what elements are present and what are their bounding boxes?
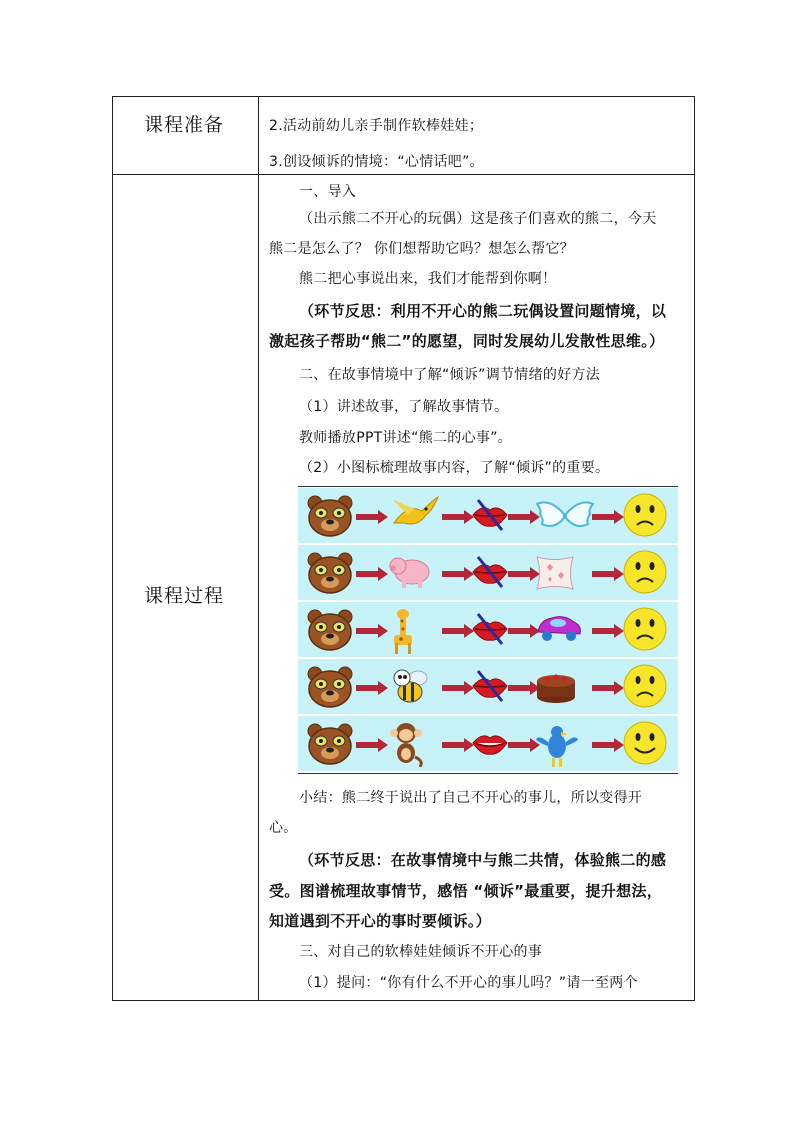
intro-text-1b: 熊二是怎么了？ 你们想帮助它吗？想怎么帮它？ (269, 241, 575, 257)
crossed-lips-icon (470, 612, 510, 650)
wings-icon (534, 496, 596, 536)
section-3-heading: 三、对自己的软棒娃娃倾诉不开心的事 (299, 944, 543, 960)
crossed-lips-icon (470, 555, 510, 593)
bear-icon (306, 608, 354, 656)
section-1-heading: 一、导入 (299, 184, 357, 200)
section-2-heading: 二、在故事情境中了解“倾诉”调节情绪的好方法 (299, 367, 601, 383)
sad-face-icon (622, 606, 668, 656)
bear-icon (306, 665, 354, 713)
prep-item-2: 2.活动前幼儿亲手制作软棒娃娃； (269, 118, 484, 134)
bear-icon (306, 722, 354, 770)
strip-bottom-rule (298, 773, 678, 774)
open-lips-icon (470, 726, 510, 764)
prep-label: 课程准备 (144, 114, 225, 136)
monkey-icon (388, 721, 424, 771)
arrow-icon (356, 509, 388, 528)
intro-text-1a: （出示熊二不开心的玩偶）这是孩子们喜欢的熊二，今天 (299, 211, 657, 227)
crossed-lips-icon (470, 498, 510, 536)
reflection-2b: 受。图谱梳理故事情节，感悟 “倾诉”最重要，提升想法， (269, 882, 663, 900)
bird-icon (388, 493, 440, 537)
process-label: 课程过程 (144, 585, 225, 607)
arrow-icon (592, 566, 624, 585)
arrow-icon (592, 623, 624, 642)
arrow-icon (356, 737, 388, 756)
bee-icon (388, 664, 432, 712)
reflection-2a: （环节反思：在故事情境中与熊二共情，体验熊二的感 (299, 851, 667, 869)
intro-text-2: 熊二把心事说出来，我们才能帮到你啊！ (299, 271, 557, 287)
summary-b: 心。 (269, 820, 298, 836)
reflection-2c: 知道遇到不开心的事时要倾诉。） (269, 912, 492, 930)
arrow-icon (356, 623, 388, 642)
crossed-lips-icon (470, 669, 510, 707)
sad-face-icon (622, 663, 668, 713)
step-2-2: （2）小图标梳理故事内容，了解“倾诉”的重要。 (299, 460, 610, 476)
reflection-1a: （环节反思：利用不开心的熊二玩偶设置问题情境，以 (299, 302, 667, 320)
step-2-ppt: 教师播放PPT讲述“熊二的心事”。 (299, 430, 513, 446)
cake-icon (534, 667, 578, 709)
arrow-icon (592, 737, 624, 756)
sad-face-icon (622, 549, 668, 599)
toy-car-icon (534, 610, 584, 648)
sad-face-icon (622, 492, 668, 542)
bear-icon (306, 551, 354, 599)
reflection-1b: 激起孩子帮助“熊二”的愿望，同时发展幼儿发散性思维。） (269, 332, 665, 350)
strip-top-rule (298, 486, 678, 487)
row-divider (112, 174, 695, 175)
arrow-icon (356, 566, 388, 585)
bear-icon (306, 494, 354, 542)
step-2-1: （1）讲述故事，了解故事情节。 (299, 399, 509, 415)
arrow-icon (592, 509, 624, 528)
blue-bird-icon (534, 724, 580, 772)
pig-icon (388, 550, 432, 594)
column-divider (258, 96, 259, 1001)
pillow-icon (534, 553, 576, 597)
giraffe-icon (388, 607, 418, 659)
step-3-1: （1）提问：“你有什么不开心的事儿吗？”请一至两个 (299, 975, 638, 991)
happy-face-icon (622, 720, 668, 770)
arrow-icon (592, 680, 624, 699)
summary-a: 小结：熊二终于说出了自己不开心的事儿，所以变得开 (299, 790, 643, 806)
prep-item-3: 3.创设倾诉的情境：“心情话吧”。 (269, 154, 484, 170)
arrow-icon (356, 680, 388, 699)
